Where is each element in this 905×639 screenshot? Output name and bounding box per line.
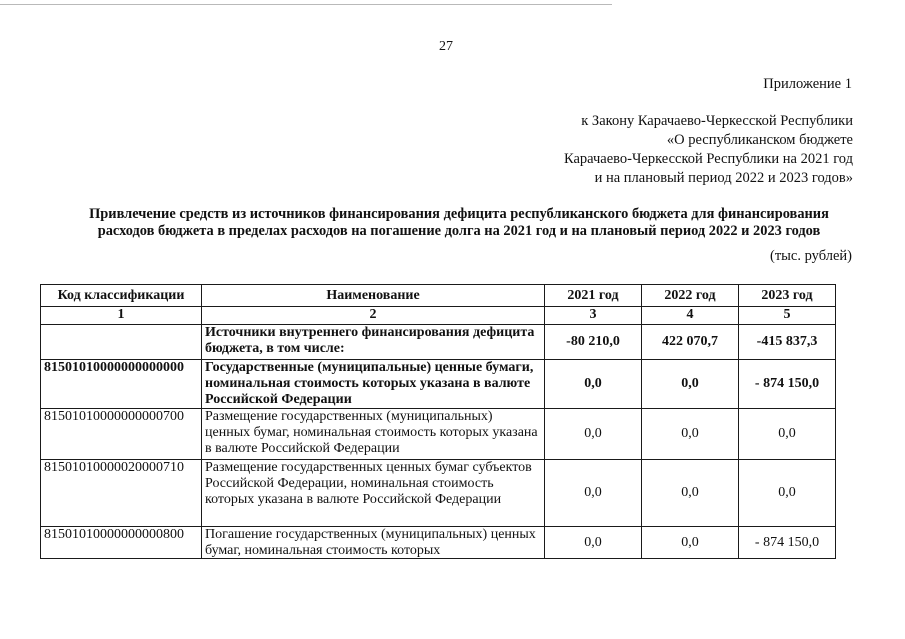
row-name: Государственные (муниципальные) ценные бумаги, номинальная стоимость которых указана в валюте Российской Федерации	[202, 360, 545, 409]
row-name: Размещение государственных (муниципальных) ценных бумаг, номинальная стоимость которых указана в валюте Российской Федерации	[202, 409, 545, 460]
row-code: 81501010000020000710	[41, 460, 202, 527]
row-code: 81501010000000000800	[41, 527, 202, 559]
header-2022: 2022 год	[642, 285, 739, 307]
row-value-2021: 0,0	[545, 527, 642, 559]
header-name: Наименование	[202, 285, 545, 307]
header-2021: 2021 год	[545, 285, 642, 307]
page-number: 27	[439, 39, 453, 54]
column-number: 2	[202, 307, 545, 325]
row-name: Размещение государственных ценных бумаг субъектов Российской Федерации, номинальная стоимость которых указана в валюте Российской Федерации	[202, 460, 545, 527]
column-number: 1	[41, 307, 202, 325]
document-title-line: расходов бюджета в пределах расходов на погашение долга на 2021 год и на плановый период 2022 и 2023 годов	[97, 223, 821, 239]
table-row	[41, 460, 836, 527]
header-code: Код классификации	[41, 285, 202, 307]
column-number: 4	[642, 307, 739, 325]
row-value-2023: -415 837,3	[739, 325, 836, 360]
law-reference	[564, 112, 853, 188]
table-header-row	[41, 285, 836, 307]
row-value-2022: 0,0	[642, 360, 739, 409]
row-name: Погашение государственных (муниципальных) ценных бумаг, номинальная стоимость которых	[205, 527, 536, 558]
row-value-2021: 0,0	[545, 460, 642, 527]
law-reference-line: и на плановый период 2022 и 2023 годов»	[594, 170, 853, 186]
appendix-label: Приложение 1	[763, 76, 852, 92]
row-value-2021: 0,0	[545, 360, 642, 409]
row-code	[41, 325, 202, 360]
row-name: Источники внутреннего финансирования дефицита бюджета, в том числе:	[202, 325, 545, 360]
row-value-2023: - 874 150,0	[739, 527, 836, 559]
row-name-cell	[202, 527, 545, 559]
table-row	[41, 409, 836, 460]
law-reference-line: к Закону Карачаево-Черкесской Республики	[581, 113, 853, 129]
row-code: 81501010000000000700	[41, 409, 202, 460]
law-reference-line: «О республиканском бюджете	[666, 132, 853, 148]
row-value-2022: 0,0	[642, 460, 739, 527]
unit-label: (тыс. рублей)	[770, 248, 852, 264]
law-reference-line: Карачаево-Черкесской Республики на 2021 год	[563, 151, 853, 167]
row-value-2022: 0,0	[642, 409, 739, 460]
row-code: 81501010000000000000	[41, 360, 202, 409]
row-value-2021: -80 210,0	[545, 325, 642, 360]
table-row	[41, 360, 836, 409]
row-value-2021: 0,0	[545, 409, 642, 460]
row-value-2022: 0,0	[642, 527, 739, 559]
column-number: 5	[739, 307, 836, 325]
column-number: 3	[545, 307, 642, 325]
document-title-line: Привлечение средств из источников финансирования дефицита республиканского бюджета для финансирования	[89, 206, 829, 222]
header-2023: 2023 год	[739, 285, 836, 307]
financing-sources-table	[40, 284, 836, 559]
column-number-row	[41, 307, 836, 325]
row-value-2023: 0,0	[739, 409, 836, 460]
row-value-2023: - 874 150,0	[739, 360, 836, 409]
row-value-2023: 0,0	[739, 460, 836, 527]
row-value-2022: 422 070,7	[642, 325, 739, 360]
document-title	[20, 206, 898, 240]
table-row	[41, 325, 836, 360]
scan-top-line	[0, 4, 612, 5]
table-row	[41, 527, 836, 559]
